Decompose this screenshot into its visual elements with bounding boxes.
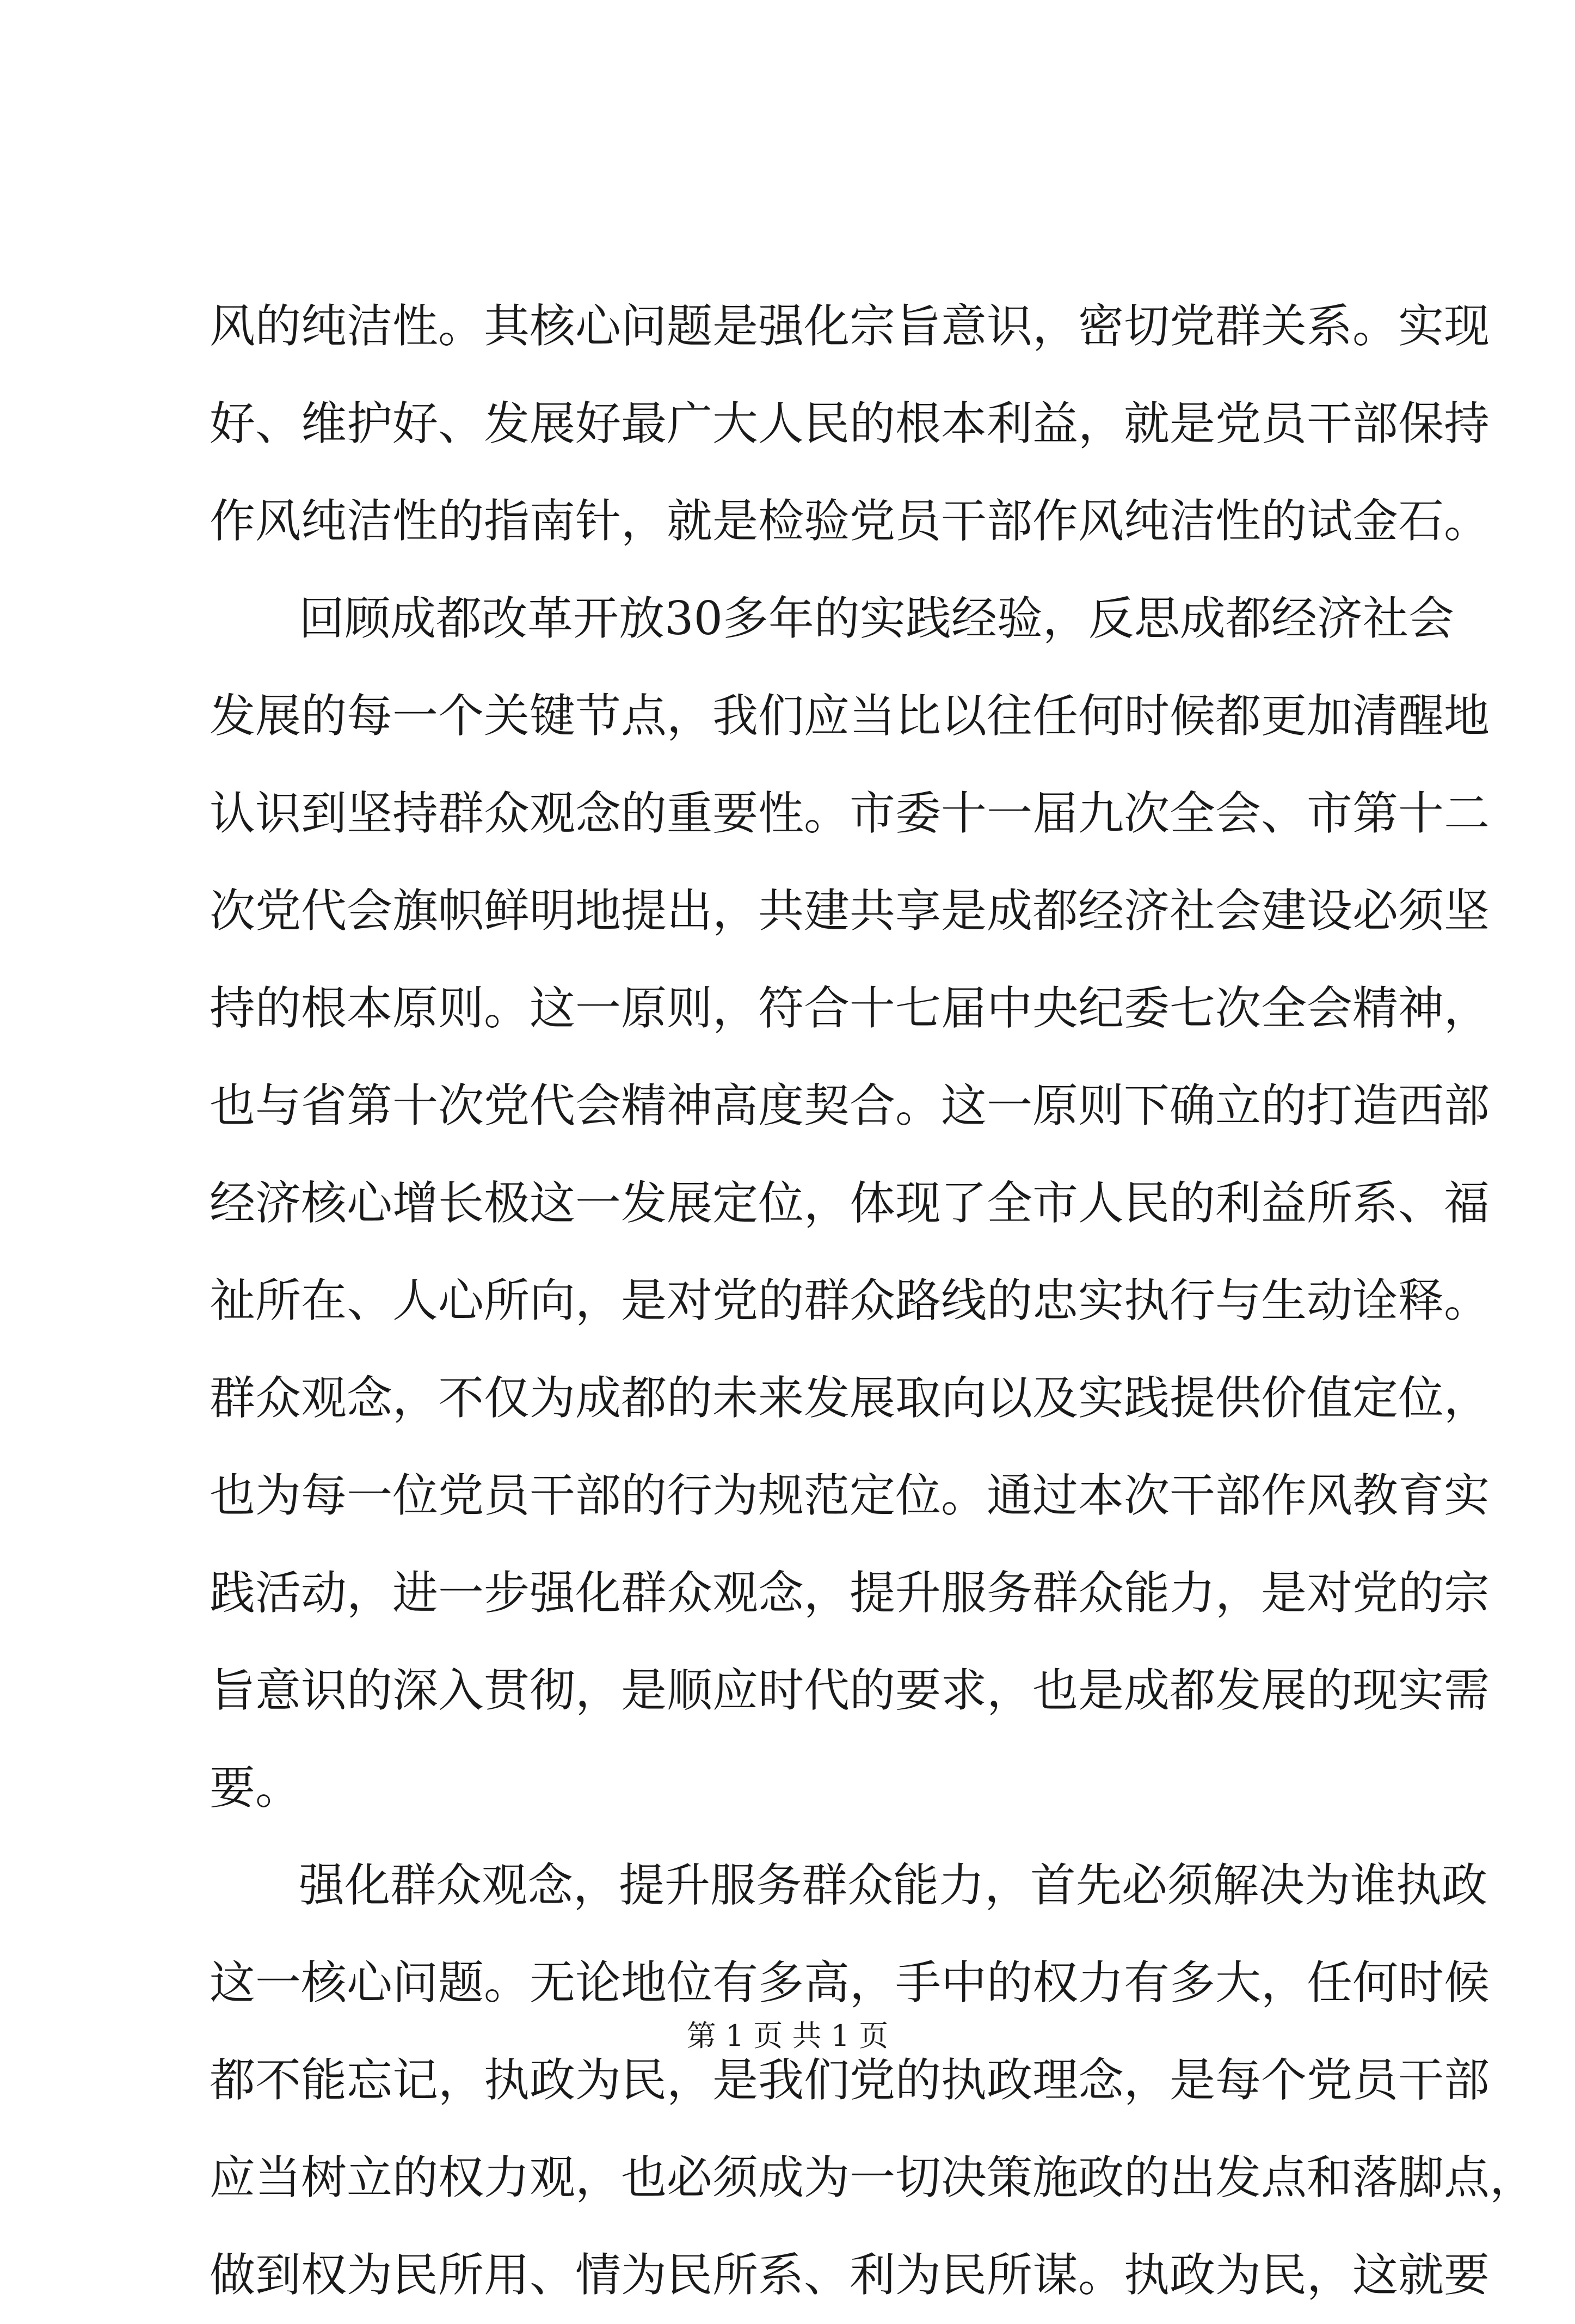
text-line: 风的纯洁性。其核心问题是强化宗旨意识，密切党群关系。实现 [210, 299, 1490, 353]
text-line: 发展的每一个关键节点，我们应当比以往任何时候都更加清醒地 [210, 689, 1490, 743]
text-line: 次党代会旗帜鲜明地提出，共建共享是成都经济社会建设必须坚 [210, 884, 1490, 937]
paragraph-first-line: 回顾成都改革开放30多年的实践经验，反思成都经济社会 [299, 592, 1454, 645]
text-line: 祉所在、人心所向，是对党的群众路线的忠实执行与生动诠释。 [210, 1274, 1490, 1327]
text-line: 也为每一位党员干部的行为规范定位。通过本次干部作风教育实 [210, 1469, 1490, 1522]
text-line: 群众观念，不仅为成都的未来发展取向以及实践提供价值定位， [210, 1371, 1490, 1425]
text-line: 也与省第十次党代会精神高度契合。这一原则下确立的打造西部 [210, 1079, 1490, 1132]
text-line: 要。 [210, 1761, 302, 1814]
text-line: 这一核心问题。无论地位有多高，手中的权力有多大，任何时候 [210, 1956, 1490, 2009]
text-line: 好、维护好、发展好最广大人民的根本利益，就是党员干部保持 [210, 397, 1490, 450]
text-line: 经济核心增长极这一发展定位，体现了全市人民的利益所系、福 [210, 1176, 1490, 1230]
text-line: 践活动，进一步强化群众观念，提升服务群众能力，是对党的宗 [210, 1566, 1490, 1620]
text-line: 作风纯洁性的指南针，就是检验党员干部作风纯洁性的试金石。 [210, 494, 1490, 548]
text-line: 都不能忘记，执政为民，是我们党的执政理念，是每个党员干部 [210, 2053, 1490, 2107]
text-line: 旨意识的深入贯彻，是顺应时代的要求，也是成都发展的现实需 [210, 1664, 1490, 1717]
text-line: 应当树立的权力观，也必须成为一切决策施政的出发点和落脚点， [210, 2151, 1536, 2204]
paragraph-first-line: 强化群众观念，提升服务群众能力，首先必须解决为谁执政 [299, 1859, 1488, 1912]
text-line: 认识到坚持群众观念的重要性。市委十一届九次全会、市第十二 [210, 787, 1490, 840]
page-footer: 第 1 页 共 1 页 [686, 2019, 889, 2053]
text-line: 持的根本原则。这一原则，符合十七届中央纪委七次全会精神， [210, 982, 1490, 1035]
text-line: 做到权为民所用、情为民所系、利为民所谋。执政为民，这就要 [210, 2248, 1490, 2302]
